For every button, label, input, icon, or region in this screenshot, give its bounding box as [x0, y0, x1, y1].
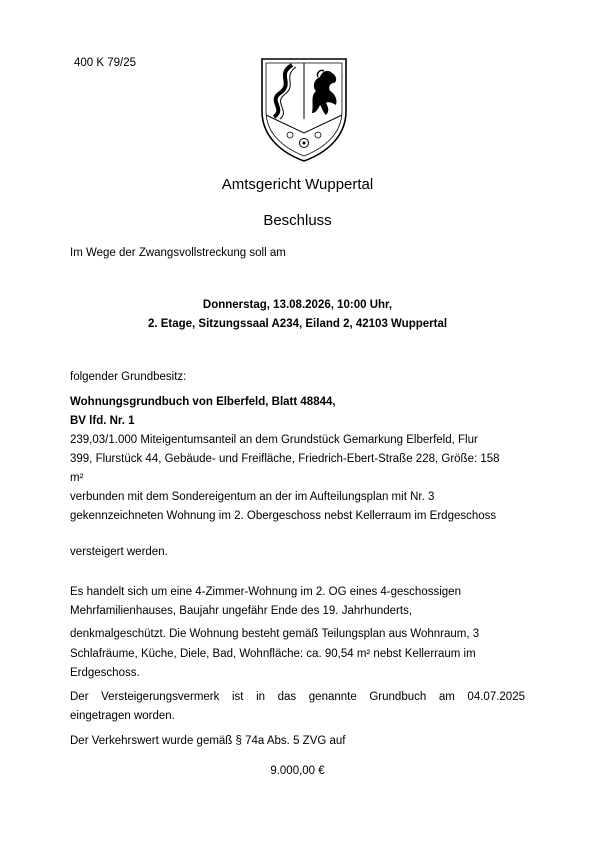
land-register-line: 399, Flurstück 44, Gebäude- und Freifläche, Friedrich-Ebert-Straße 228, Größe: 158	[70, 453, 500, 465]
market-value: 9.000,00 €	[270, 765, 325, 777]
registration-line: eingetragen worden.	[70, 710, 175, 722]
property-intro: folgender Grundbesitz:	[70, 371, 187, 383]
market-value-intro: Der Verkehrswert wurde gemäß § 74a Abs. 5 ZVG auf	[70, 735, 346, 747]
land-register-line: 239,03/1.000 Miteigentumsanteil an dem Grundstück Gemarkung Elberfeld, Flur	[70, 434, 478, 446]
court-name: Amtsgericht Wuppertal	[221, 176, 374, 193]
description-line: Es handelt sich um eine 4-Zimmer-Wohnung im 2. OG eines 4-geschossigen	[70, 586, 461, 598]
auction-statement: versteigert werden.	[70, 546, 168, 558]
file-number: 400 K 79/25	[74, 57, 137, 69]
land-register-line: verbunden mit dem Sondereigentum an der im Aufteilungsplan mit Nr. 3	[70, 491, 435, 503]
appointment-location: 2. Etage, Sitzungssaal A234, Eiland 2, 42103 Wuppertal	[147, 318, 448, 330]
land-register-line: gekennzeichneten Wohnung im 2. Obergeschoss nebst Kellerraum im Erdgeschoss	[70, 510, 497, 522]
land-register-line: m²	[70, 472, 84, 484]
intro-text: Im Wege der Zwangsvollstreckung soll am	[70, 247, 286, 259]
coat-of-arms-emblem	[256, 53, 352, 163]
description-line: Erdgeschoss.	[70, 667, 140, 679]
appointment-date-time: Donnerstag, 13.08.2026, 10:00 Uhr,	[202, 299, 393, 311]
document-title: Beschluss	[263, 212, 332, 229]
description-line: Mehrfamilienhauses, Baujahr ungefähr Ende des 19. Jahrhunderts,	[70, 605, 413, 617]
land-register-heading: Wohnungsgrundbuch von Elberfeld, Blatt 48844,	[70, 396, 336, 408]
description-line: Schlafräume, Küche, Diele, Bad, Wohnfläche: ca. 90,54 m² nebst Kellerraum im	[70, 648, 476, 660]
registration-line: Der Versteigerungsvermerk ist in das genannte Grundbuch am 04.07.2025	[70, 691, 525, 703]
description-line: denkmalgeschützt. Die Wohnung besteht gemäß Teilungsplan aus Wohnraum, 3	[70, 628, 480, 640]
land-register-bv: BV lfd. Nr. 1	[70, 415, 135, 427]
